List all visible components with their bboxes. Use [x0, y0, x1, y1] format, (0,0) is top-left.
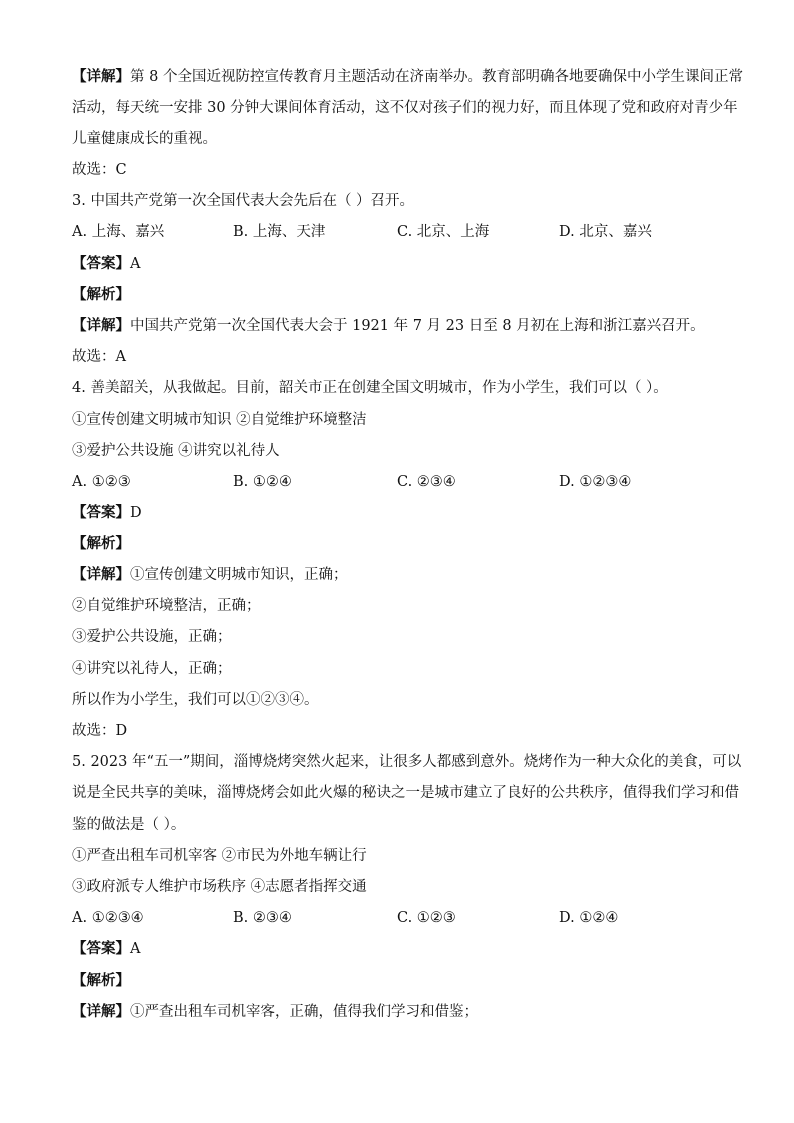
q3-option-a: A. 上海、嘉兴 [72, 224, 165, 240]
q3-analysis-heading: 【解析】 [72, 287, 130, 303]
answer-tag: 【答案】 [72, 941, 130, 957]
q3-answer: 【答案】A [72, 256, 141, 272]
q4-choice: 故选：D [72, 723, 128, 739]
q4-detail-line-3: ③爱护公共设施，正确； [72, 629, 232, 645]
q4-detail-line-4: ④讲究以礼待人，正确； [72, 661, 232, 677]
q4-option-a: A. ①②③ [72, 474, 131, 490]
q2-detail-line-1: 【详解】第 8 个全国近视防控宣传教育月主题活动在济南举办。教育部明确各地要确保中小学生课间正常 [72, 69, 743, 85]
q4-statements-1: ①宣传创建文明城市知识 ②自觉维护环境整洁 [72, 412, 367, 428]
q5-statements-1: ①严查出租车司机宰客 ②市民为外地车辆让行 [72, 848, 367, 864]
q4-answer: 【答案】D [72, 505, 142, 521]
q5-stem-line-1: 5. 2023 年“五一”期间，淄博烧烤突然火起来，让很多人都感到意外。烧烤作为一种大众化的美食，可以 [72, 754, 742, 770]
detail-tag: 【详解】 [72, 567, 130, 583]
q5-stem-line-2: 说是全民共享的美味，淄博烧烤会如此火爆的秘诀之一是城市建立了良好的公共秩序，值得我们学习和借 [72, 785, 739, 801]
q5-option-b: B. ②③④ [233, 910, 292, 926]
q5-option-d: D. ①②④ [559, 910, 619, 926]
q4-option-b: B. ①②④ [233, 474, 292, 490]
q5-answer: 【答案】A [72, 941, 141, 957]
q2-detail-line-3: 儿童健康成长的重视。 [72, 131, 217, 147]
q2-choice: 故选：C [72, 162, 127, 178]
q4-option-c: C. ②③④ [397, 474, 456, 490]
q3-option-d: D. 北京、嘉兴 [559, 224, 652, 240]
q4-stem: 4. 善美韶关，从我做起。目前，韶关市正在创建全国文明城市，作为小学生，我们可以（ ）。 [72, 380, 668, 396]
detail-tag: 【详解】 [72, 318, 130, 334]
q4-option-d: D. ①②③④ [559, 474, 632, 490]
q3-option-b: B. 上海、天津 [233, 224, 326, 240]
answer-tag: 【答案】 [72, 256, 130, 272]
detail-tag: 【详解】 [72, 1004, 130, 1020]
q4-statements-2: ③爱护公共设施 ④讲究以礼待人 [72, 443, 280, 459]
q4-options [72, 473, 732, 491]
q3-detail: 【详解】中国共产党第一次全国代表大会于 1921 年 7 月 23 日至 8 月初在上海和浙江嘉兴召开。 [72, 318, 705, 334]
q4-detail-line-1: 【详解】①宣传创建文明城市知识，正确； [72, 567, 348, 583]
q5-options [72, 909, 732, 927]
q4-detail-line-5: 所以作为小学生，我们可以①②③④。 [72, 692, 319, 708]
q5-option-c: C. ①②③ [397, 910, 456, 926]
q5-option-a: A. ①②③④ [72, 910, 144, 926]
detail-tag: 【详解】 [72, 69, 130, 85]
q3-options [72, 223, 732, 241]
q4-detail-line-2: ②自觉维护环境整洁，正确； [72, 598, 261, 614]
q3-option-c: C. 北京、上海 [397, 224, 490, 240]
q5-stem-line-3: 鉴的做法是（ ）。 [72, 817, 186, 833]
q5-statements-2: ③政府派专人维护市场秩序 ④志愿者指挥交通 [72, 879, 367, 895]
q3-stem: 3. 中国共产党第一次全国代表大会先后在（ ）召开。 [72, 193, 415, 209]
q3-choice: 故选：A [72, 349, 126, 365]
q5-analysis-heading: 【解析】 [72, 973, 130, 989]
answer-tag: 【答案】 [72, 505, 130, 521]
q5-detail-line-1: 【详解】①严查出租车司机宰客，正确，值得我们学习和借鉴； [72, 1004, 478, 1020]
q2-detail-line-2: 活动，每天统一安排 30 分钟大课间体育活动，这不仅对孩子们的视力好，而且体现了党和政府对青少年 [72, 100, 738, 116]
q4-analysis-heading: 【解析】 [72, 536, 130, 552]
